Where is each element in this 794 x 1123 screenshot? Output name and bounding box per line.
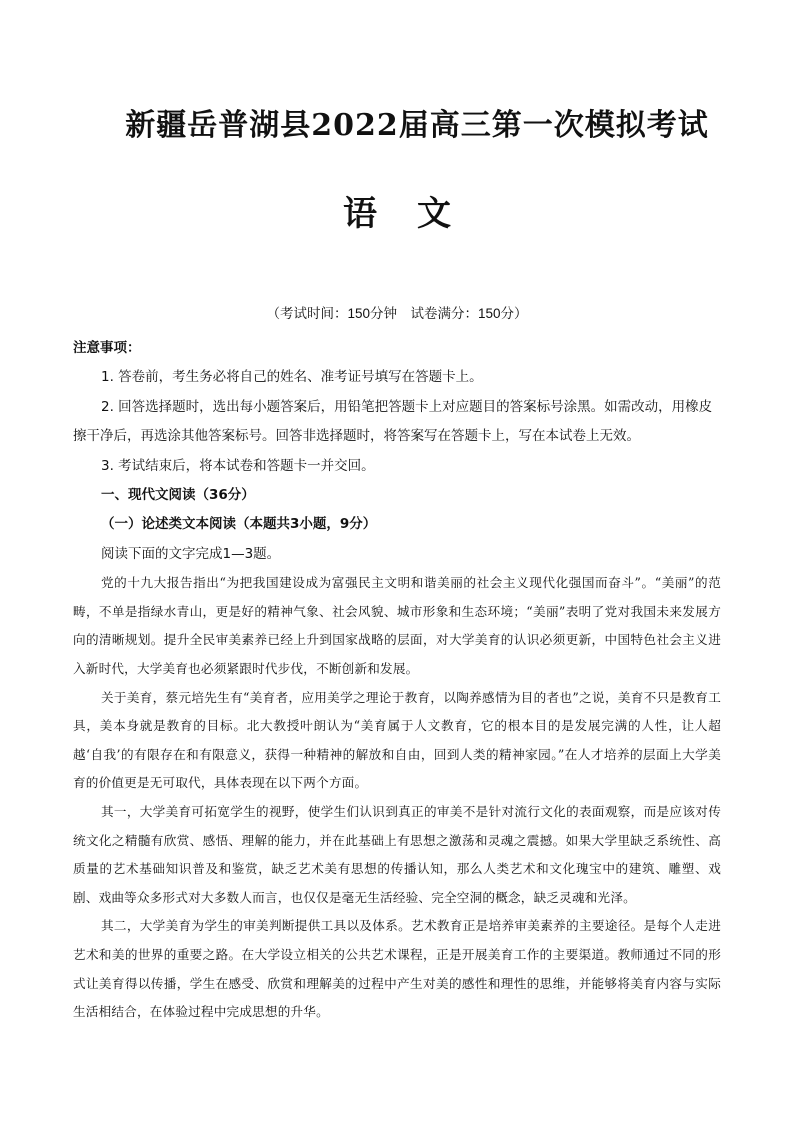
- exam-body: [73, 334, 721, 1027]
- section-heading: 一、现代文阅读（36分）: [101, 487, 255, 504]
- exam-title: 新疆岳普湖县2022届高三第一次模拟考试: [125, 108, 709, 143]
- reading-instruction: 阅读下面的文字完成1—3题。: [101, 545, 281, 562]
- subject-title: 语文: [343, 194, 491, 234]
- passage-paragraph: 其二，大学美育为学生的审美判断提供工具以及体系。艺术教育正是培养审美素养的主要途径。是每个人走进艺术和美的世界的重要之路。在大学设立相关的公共艺术课程，正是开展美育工作的主要渠道。教师通过不同的形式让美育得以传播，学生在感受、欣赏和理解美的过程中产生对美的感性和理性的思维，并能够将美育内容与实际生活相结合，在体验过程中完成思想的升华。: [73, 918, 721, 1020]
- notice-heading: 注意事项：: [73, 340, 141, 356]
- exam-time-info: （考试时间：150分钟 试卷满分：150分）: [266, 306, 528, 321]
- passage-paragraph: 党的十九大报告指出“为把我国建设成为富强民主文明和谐美丽的社会主义现代化强国而奋斗”。“美丽”的范畴，不单是指绿水青山，更是好的精神气象、社会风貌、城市形象和生态环境；“美丽”表明了党对我国未来发展方向的清晰规划。提升全民审美素养已经上升到国家战略的层面，对大学美育的认识必须更新，中国特色社会主义进入新时代，大学美育也必须紧跟时代步伐，不断创新和发展。: [73, 575, 721, 677]
- section-subheading: （一）论述类文本阅读（本题共3小题，9分）: [101, 516, 377, 533]
- notice-item: 1. 答卷前，考生务必将自己的姓名、准考证号填写在答题卡上。: [101, 369, 483, 386]
- passage-paragraph: 关于美育，蔡元培先生有“美育者，应用美学之理论于教育，以陶养感情为目的者也”之说，美育不只是教育工具，美本身就是教育的目标。北大教授叶朗认为“美育属于人文教育，它的根本目的是发展完满的人性，让人超越‘自我’的有限存在和有限意义，获得一种精神的解放和自由，回到人类的精神家园。”在人才培养的层面上大学美育的价值更是无可取代，具体表现在以下两个方面。: [73, 689, 721, 791]
- passage-paragraph: 其一，大学美育可拓宽学生的视野，使学生们认识到真正的审美不是针对流行文化的表面观察，而是应该对传统文化之精髓有欣赏、感悟、理解的能力，并在此基础上有思想之激荡和灵魂之震撼。如果大学里缺乏系统性、高质量的艺术基础知识普及和鉴赏，缺乏艺术美有思想的传播认知，那么人类艺术和文化瑰宝中的建筑、雕塑、戏剧、戏曲等众多形式对大多数人而言，也仅仅是毫无生活经验、完全空洞的概念，缺乏灵魂和光泽。: [73, 804, 721, 905]
- notice-item: 2. 回答选择题时，选出每小题答案后，用铅笔把答题卡上对应题目的答案标号涂黑。如需改动，用橡皮擦干净后，再选涂其他答案标号。回答非选择题时，将答案写在答题卡上，写在本试卷上无效。: [73, 398, 713, 445]
- notice-item: 3. 考试结束后，将本试卷和答题卡一并交回。: [101, 457, 375, 474]
